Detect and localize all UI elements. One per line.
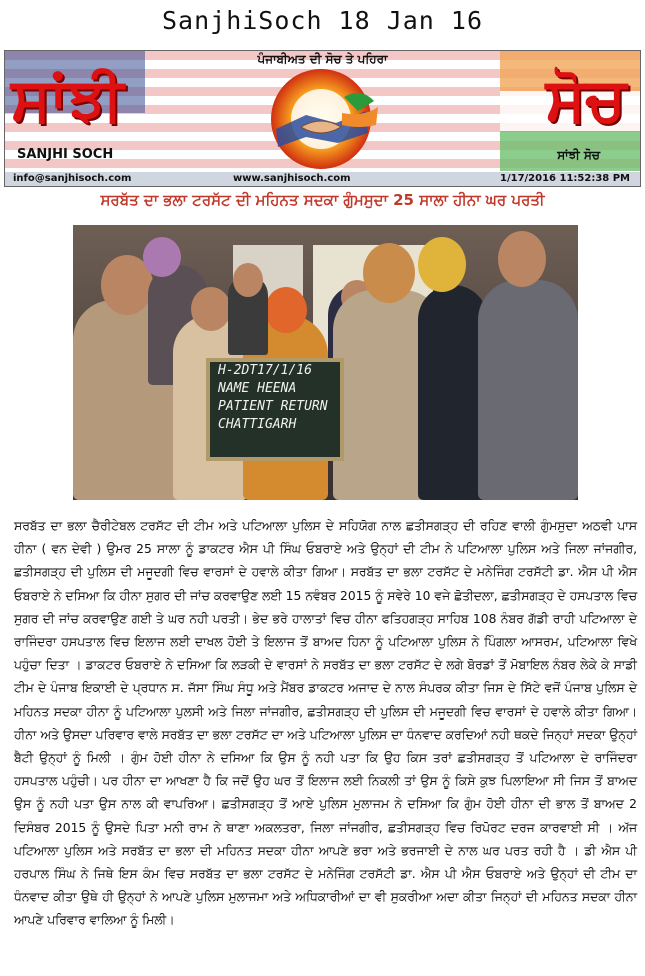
slate-line: NAME HEENA <box>218 381 297 396</box>
photo-person-head <box>233 263 263 297</box>
page-title: SanjhiSoch 18 Jan 16 <box>161 6 484 35</box>
contact-email: info@sanjhisoch.com <box>13 173 132 184</box>
slate-line: H-2DT17/1/16 <box>218 363 312 378</box>
photo-person <box>478 280 578 500</box>
brand-name-english: SANJHI SOCH <box>17 147 114 162</box>
photo-person-head <box>363 243 415 303</box>
article-headline: ਸਰਬੱਤ ਦਾ ਭਲਾ ਟਰਸੱਟ ਦੀ ਮਹਿਨਤ ਸਦਕਾ ਗੁੰਮਸੁਦਾ 25 ਸਾਲਾ ਹੀਨਾ ਘਰ ਪਰਤੀ <box>100 191 545 209</box>
photo-person-head <box>265 287 307 333</box>
article-body: ਸਰਬੱਤ ਦਾ ਭਲਾ ਚੈਰੀਟੇਬਲ ਟਰਸੱਟ ਦੀ ਟੀਮ ਅਤੇ ਪਟਿਆਲਾ ਪੁਲਿਸ ਦੇ ਸਹਿਯੋਗ ਨਾਲ ਛਤੀਸਗੜ੍ਹ ਦੀ ਰਹਿਣ ਵਾਲੀ ਗੁੰਮਸੁਦਾ ਅਠਵੀ ਪਾਸ ਹੀਨਾ ( ਵਨ ਦੇਵੀ ) ਉਮਰ 25 ਸਾਲਾ ਨੂੰ ਡਾਕਟਰ ਐਸ ਪੀ ਸਿੰਘ ਓਬਰਾਏ ਅਤੇ ਉਨ੍ਹਾਂ ਦੀ ਟੀਮ ਨੇ ਪਟਿਆਲਾ ਪੁਲਿਸ ਅਤੇ ਜਿਲਾ ਜਾਂਜਗੀਰ, ਛਤੀਸਗੜ੍ਹ ਦੀ ਪੁਲਿਸ ਦੀ ਮਜੂਦਗੀ ਵਿਚ ਵਾਰਸਾਂ ਦੇ ਹਵਾਲੇ ਕੀਤਾ ਗਿਆ। ਸਰਬੱਤ ਦਾ ਭਲਾ ਟਰਸੱਟ ਦੇ ਮਨੇਜਿੰਗ ਟਰਸੱਟੀ ਡਾ. ਐਸ ਪੀ ਐਸ ਓਬਰਾਏ ਨੇ ਦਸਿਆ ਕਿ ਹੀਨਾ ਸੁਗਰ ਦੀ ਜਾਂਚ ਕਰਵਾਉਣ ਲਈ 15 ਨਵੰਬਰ 2015 ਨੂੰ ਸਵੇਰੇ 10 ਵਜੇ ਛੋਤੀਦਲਾ, ਛਤੀਸਗੜ੍ਹ ਦੇ ਹਸਪਤਾਲ ਵਿਚ ਸੁਗਰ ਦੀ ਜਾਂਚ ਕਰਵਾਉਣ ਗਈ ਤੇ ਘਰ ਨਹੀ ਪਰਤੀ। ਭੇਦ ਭਰੇ ਹਾਲਾਤਾਂ ਵਿਚ ਹੀਨਾ ਫਤਿਹਗੜ੍ਹ ਸਾਹਿਬ 108 ਨੰਬਰ ਗੱਡੀ ਰਾਹੀ ਪਟਿਆਲਾ ਦੇ ਰਾਜਿੰਦਰਾ ਹਸਪਤਾਲ ਵਿਚ ਇਲਾਜ ਲਈ ਦਾਖਲ ਹੋਈ ਤੇ ਇਲਾਜ ਤੋਂ ਬਾਅਦ ਹਿਨਾ ਨੂੰ ਪਟਿਆਲਾ ਪੁਲਿਸ ਨੇ ਪਿੰਗਲਾ ਆਸਰਮ, ਪਟਿਆਲਾ ਵਿਖੇ ਪਹੁੰਚਾ ਦਿਤਾ । ਡਾਕਟਰ ਓਬਰਾਏ ਨੇ ਦਸਿਆ ਕਿ ਲੜਕੀ ਦੇ ਵਾਰਸਾਂ ਨੇ ਸਰਬੱਤ ਦਾ ਭਲਾ ਟਰਸੱਟ ਦੇ ਲਗੇ ਬੋਰਡਾਂ ਤੋਂ ਮੋਬਾਇਲ ਨੰਬਰ ਲੇਕੇ ਕੇ ਸਾਡੀ ਟੀਮ ਦੇ ਪੰਜਾਬ ਇਕਾਈ ਦੇ ਪ੍ਰਧਾਨ ਸ. ਜੱਸਾ ਸਿੰਘ ਸੰਧੂ ਅਤੇ ਮੈਂਬਰ ਡਾਕਟਰ ਅਜਾਦ ਦੇ ਨਾਲ ਸੰਪਰਕ ਕੀਤਾ ਜਿਸ ਦੇ ਸਿੱਟੇ ਵਜੋਂ ਪੰਜਾਬ ਪੁਲਿਸ ਦੇ ਮਹਿਨਤ ਸਦਕਾ ਹੀਨਾ ਨੂੰ ਪਟਿਆਲਾ ਪੁਲਸੀ ਅਤੇ ਜਿਲਾ ਜਾਂਜਗੀਰ, ਛਤੀਸਗੜ੍ਹ ਦੀ ਪੁਲਿਸ ਦੀ ਮਜੂਦਗੀ ਵਿਚ ਵਾਰਸਾਂ ਦੇ ਹਵਾਲੇ ਕੀਤਾ ਗਿਆ। ਹੀਨਾ ਅਤੇ ਉਸਦਾ ਪਰਿਵਾਰ ਵਾਲੇ ਸਰਬੱਤ ਦਾ ਭਲਾ ਟਰਸੱਟ ਦਾ ਅਤੇ ਪਟਿਆਲਾ ਪੁਲਿਸ ਦਾ ਧੰਨਵਾਦ ਕਰਦਿਆਂ ਨਹੀ ਥਕਦੇ ਜਿਨ੍ਹਾਂ ਸਦਕਾ ਉਨ੍ਹਾਂ ਬੈਟੀ ਉਨ੍ਹਾਂ ਨੂੰ ਮਿਲੀ । ਗੁੰਮ ਹੋਈ ਹੀਨਾ ਨੇ ਦਸਿਆ ਕਿ ਉਸ ਨੂੰ ਨਹੀ ਪਤਾ ਕਿ ਉਹ ਕਿਸ ਤਰਾਂ ਛਤੀਸਗੜ੍ਹ ਤੋਂ ਪਟਿਆਲਾ ਦੇ ਰਾਜਿੰਦਰਾ ਹਸਪਤਾਲ ਪਹੁੰਚੀ। ਪਰ ਹੀਨਾ ਦਾ ਆਖਣਾ ਹੈ ਕਿ ਜਦੋਂ ਉਹ ਘਰ ਤੋਂ ਇਲਾਜ ਲਈ ਨਿਕਲੀ ਤਾਂ ਉਸ ਨੂੰ ਕਿਸੇ ਕੁਝ ਪਿਲਾਇਆ ਸੀ ਜਿਸ ਤੋਂ ਬਾਅਦ ਉਸ ਨੂੰ ਨਹੀ ਪਤਾ ਉਸ ਨਾਲ ਕੀ ਵਾਪਰਿਆ। ਛਤੀਸਗੜ੍ਹ ਤੋਂ ਆਏ ਪੁਲਿਸ ਮੁਲਾਜਮ ਨੇ ਦਸਿਆ ਕਿ ਗੁੰਮ ਹੋਈ ਹੀਨਾ ਦੀ ਭਾਲ ਤੋਂ ਬਾਅਦ 2 ਦਿਸੰਬਰ 2015 ਨੂੰ ਉਸਦੇ ਪਿਤਾ ਮਨੀ ਰਾਮ ਨੇ ਥਾਣਾ ਅਕਲਤਰਾ, ਜਿਲਾ ਜਾਂਜਗੀਰ, ਛਤੀਸਗੜ੍ਹ ਵਿਚ ਰਿਪੋਰਟ ਦਰਜ ਕਾਰਵਾਈ ਸੀ । ਅੱਜ ਪਟਿਆਲਾ ਪੁਲਿਸ ਅਤੇ ਸਰਬੱਤ ਦਾ ਭਲਾ ਦੀ ਮਹਿਨਤ ਸਦਕਾ ਹੀਨਾ ਆਪਣੇ ਭਰਾ ਅਤੇ ਭਰਜਾਈ ਦੇ ਨਾਲ ਘਰ ਪਰਤ ਰਹੀ ਹੈ । ਡੀ ਐਸ ਪੀ ਹਰਪਾਲ ਸਿੰਘ ਨੇ ਜਿਥੇ ਇਸ ਕੰਮ ਵਿਚ ਸਰਬੱਤ ਦਾ ਭਲਾ ਟਰਸੱਟ ਦੇ ਮਨੇਜਿੰਗ ਟਰਸੱਟੀ ਡਾ. ਐਸ ਪੀ ਐਸ ਓਬਰਾਏ ਅਤੇ ਉਨ੍ਹਾਂ ਦੀ ਟੀਮ ਦਾ ਧੰਨਵਾਦ ਕੀਤਾ ਉਥੇ ਹੀ ਉਨ੍ਹਾਂ ਨੇ ਆਪਣੇ ਪੁਲਿਸ ਮੁਲਾਜਮਾ ਅਤੇ ਅਧਿਕਾਰੀਆਂ ਦਾ ਵੀ ਸੁਕਰੀਆ ਅਦਾ ਕੀਤਾ ਜਿਨ੍ਹਾਂ ਦੀ ਮਹਿਨਤ ਸਦਕਾ ਹੀਨਾ ਆਪਣੇ ਪਰਿਵਾਰ ਵਾਲਿਆ ਨੂੰ ਮਿਲੀ। <box>14 519 637 928</box>
slate-line: CHATTIGARH <box>218 417 297 432</box>
photo-person-head <box>498 231 546 287</box>
edition-datetime: 1/17/2016 11:52:38 PM <box>500 173 630 184</box>
article-photo <box>73 225 578 500</box>
photo-person-head <box>143 237 181 277</box>
photo-person-head <box>418 237 466 292</box>
masthead-tagline: ਪੰਜਾਬੀਅਤ ਦੀ ਸੋਚ ਤੇ ਪਹਿਰਾ <box>257 52 388 66</box>
masthead-info-bar <box>5 172 640 187</box>
slate-line: PATIENT RETURN <box>218 399 328 414</box>
masthead-logo-left: ਸਾਂਝੀ <box>11 65 124 135</box>
photo-slate-board <box>206 358 344 461</box>
newspaper-masthead <box>4 50 641 187</box>
brand-name-punjabi: ਸਾਂਝੀ ਸੋਚ <box>557 148 600 162</box>
masthead-logo-right: ਸੋਚ <box>545 65 626 135</box>
handshake-emblem-icon <box>246 67 396 171</box>
website-address: www.sanjhisoch.com <box>233 173 351 184</box>
photo-person-head <box>191 287 231 331</box>
